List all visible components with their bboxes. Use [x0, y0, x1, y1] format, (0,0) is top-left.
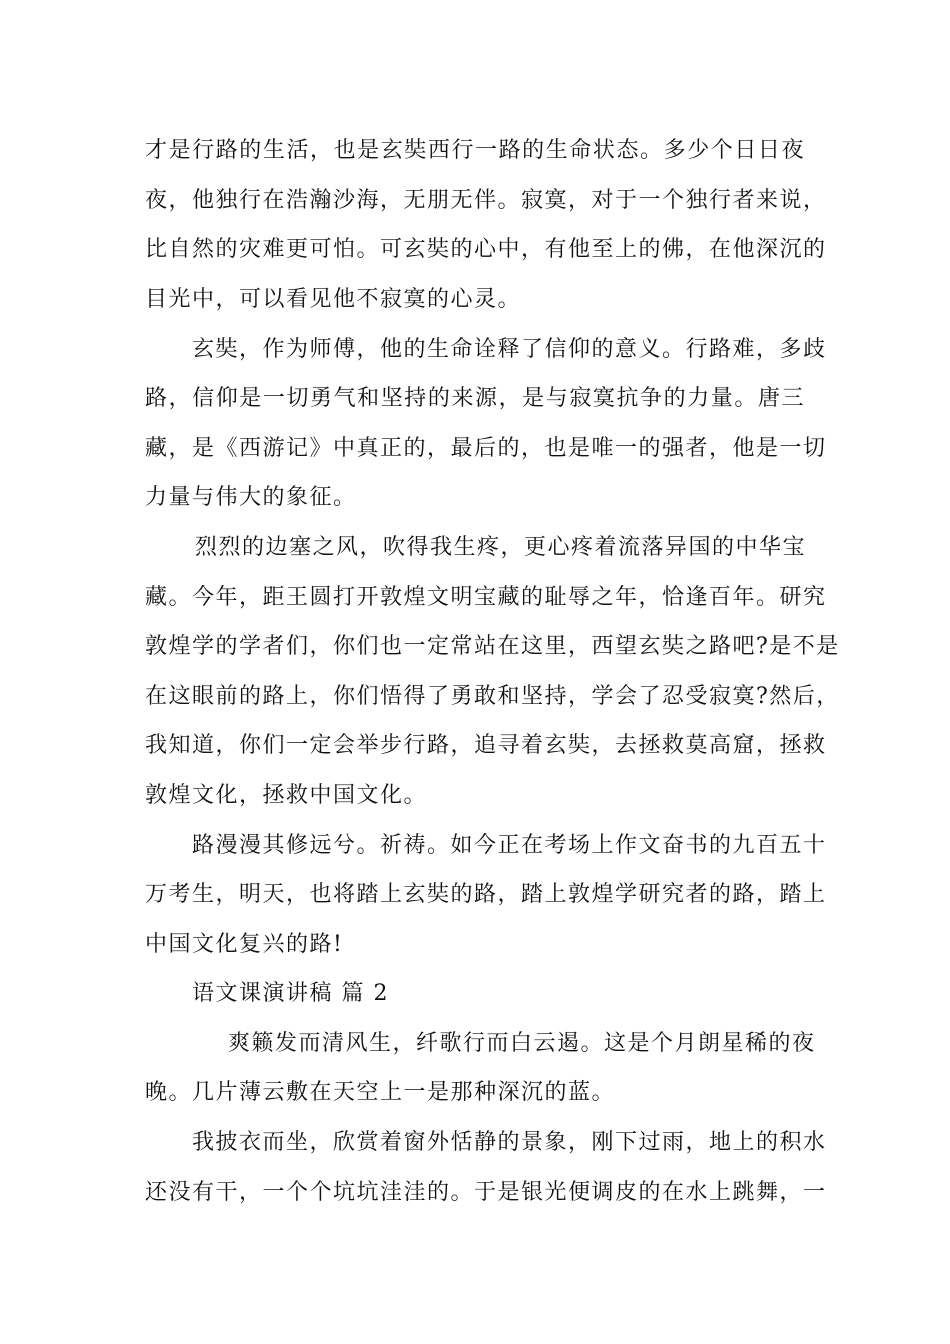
paragraph-start: 烈烈的边塞之风，吹得我生疼，更心疼着流落异国的中华宝 — [195, 535, 807, 560]
text-line: 比自然的灾难更可怕。可玄奘的心中，有他至上的佛，在他深沉的 — [145, 237, 827, 262]
text-line: 我知道，你们一定会举步行路，追寻着玄奘，去拯救莫高窟，拯救 — [145, 733, 827, 758]
paragraph-start: 我披衣而坐，欣赏着窗外恬静的景象，刚下过雨，地上的积水 — [192, 1130, 827, 1155]
text-line: 路，信仰是一切勇气和坚持的来源，是与寂寞抗争的力量。唐三 — [145, 386, 805, 411]
text-line: 中国文化复兴的路! — [145, 932, 344, 957]
paragraph-start: 玄奘，作为师傅，他的生命诠释了信仰的意义。行路难，多歧 — [192, 337, 827, 362]
text-line: 敦煌文化，拯救中国文化。 — [145, 783, 428, 808]
text-line: 藏，是《西游记》中真正的，最后的，也是唯一的强者，他是一切 — [145, 436, 827, 461]
paragraph-start: 路漫漫其修远兮。祈祷。如今正在考场上作文奋书的九百五十 — [192, 833, 827, 858]
text-line: 敦煌学的学者们，你们也一定常站在这里，西望玄奘之路吧?是不是 — [145, 634, 840, 659]
paragraph-start: 爽籁发而清风生，纤歌行而白云遏。这是个月朗星稀的夜 — [228, 1031, 816, 1056]
text-line: 目光中，可以看见他不寂寞的心灵。 — [145, 287, 522, 312]
text-line: 在这眼前的路上，你们悟得了勇敢和坚持，学会了忍受寂寞?然后， — [145, 684, 840, 709]
text-line: 藏。今年，距王圆打开敦煌文明宝藏的耻辱之年，恰逢百年。研究 — [145, 585, 827, 610]
text-line: 万考生，明天，也将踏上玄奘的路，踏上敦煌学研究者的路，踏上 — [145, 882, 827, 907]
text-line: 夜，他独行在浩瀚沙海，无朋无伴。寂寞，对于一个独行者来说， — [145, 188, 827, 213]
section-heading: 语文课演讲稿 篇 2 — [192, 981, 389, 1006]
text-line: 才是行路的生活，也是玄奘西行一路的生命状态。多少个日日夜 — [145, 138, 805, 163]
text-line: 还没有干，一个个坑坑洼洼的。于是银光便调皮的在水上跳舞，一 — [145, 1180, 827, 1205]
text-line: 力量与伟大的象征。 — [145, 485, 357, 510]
text-line: 晚。几片薄云敷在天空上一是那种深沉的蓝。 — [145, 1080, 616, 1105]
